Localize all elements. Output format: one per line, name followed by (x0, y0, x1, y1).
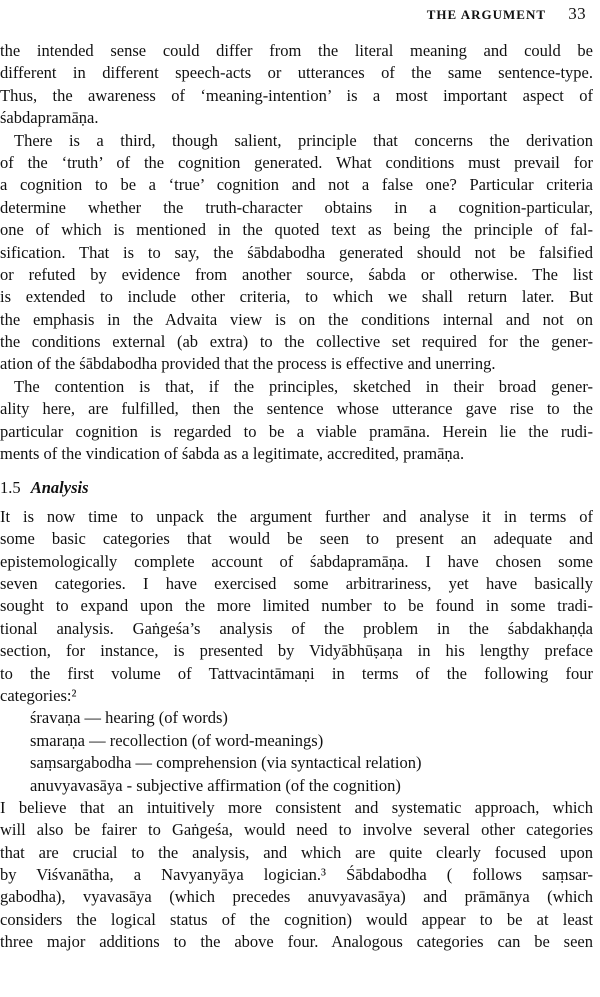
text-line: ation of the śābdabodha provided that the process is effective and unerring. (0, 354, 496, 374)
text-line: ality here, are fulfilled, then the sentence whose utterance gave rise to the (0, 399, 593, 419)
text-block-intro (0, 40, 593, 465)
text-line: categories:² (0, 685, 77, 705)
text-line: There is a third, though salient, principle that concerns the derivation (14, 130, 593, 150)
text-line: by Viśvanātha, a Navyanyāya logician.³ Śābdabodha ( follows saṃsar- (0, 865, 593, 885)
list-item: saṃsargabodha — comprehension (via syntactical relation) (30, 753, 422, 773)
text-line: is extended to include other criteria, to which we shall return later. But (0, 287, 593, 307)
text-line: particular cognition is regarded to be a viable pramāna. Herein lie the rudi- (0, 421, 593, 441)
running-head (427, 4, 586, 24)
text-line: one of which is mentioned in the quoted text as being the principle of fal- (0, 220, 593, 240)
list-item: anuvyavasāya - subjective affirmation (of the cognition) (30, 775, 401, 795)
text-line: the emphasis in the Advaita view is on the conditions internal and not on (0, 309, 593, 329)
text-line: determine whether the truth-character obtains in a cognition-particular, (0, 197, 593, 217)
list-item: śravaṇa — hearing (of words) (30, 708, 228, 728)
text-line: considers the logical status of the cognition) would appear to be at least (0, 909, 593, 929)
text-line: section, for instance, is presented by Vidyābhūṣaṇa in his lengthy preface (0, 641, 593, 661)
list-item: smaraṇa — recollection (of word-meanings) (30, 730, 324, 750)
text-line: will also be fairer to Gaṅgeśa, would need to involve several other categories (0, 820, 593, 840)
text-line: the intended sense could differ from the literal meaning and could be (0, 41, 593, 60)
section-number: 1.5 (0, 478, 21, 498)
text-line: tional analysis. Gaṅgeśa’s analysis of the problem in the śabdakhaṇḍa (0, 618, 593, 638)
page-number: 33 (568, 4, 586, 23)
section-heading (0, 477, 593, 499)
text-line: sification. That is to say, the śābdabodha generated should not be falsified (0, 242, 593, 262)
text-block-analysis (0, 506, 593, 954)
running-head-title: THE ARGUMENT (426, 7, 547, 22)
text-line: or refuted by evidence from another source, śabda or otherwise. The list (0, 264, 593, 284)
text-line: sought to expand upon the more limited number to be found in some tradi- (0, 596, 593, 616)
text-line: gabodha), vyavasāya (which precedes anuvyavasāya) and prāmānya (which (0, 887, 593, 907)
text-line: different in different speech-acts or utterances of the same sentence-type. (0, 63, 593, 83)
text-line: the conditions external (ab extra) to the collective set required for the gener- (0, 332, 593, 352)
section-title: Analysis (30, 478, 89, 498)
text-line: śabdapramāṇa. (0, 108, 99, 128)
text-line: epistemologically complete account of śabdapramāṇa. I have chosen some (0, 551, 593, 571)
text-line: three major additions to the above four. Analogous categories can be seen (0, 932, 593, 952)
page-body (0, 40, 593, 954)
text-line: Thus, the awareness of ‘meaning-intention’ is a most important aspect of (0, 85, 593, 105)
text-line: I believe that an intuitively more consistent and systematic approach, which (0, 797, 593, 817)
text-line: The contention is that, if the principles, sketched in their broad gener- (14, 376, 593, 396)
text-line: ments of the vindication of śabda as a legitimate, accredited, pramāṇa. (0, 444, 465, 464)
text-line: of the ‘truth’ of the cognition generated. What conditions must prevail for (0, 152, 593, 172)
text-line: a cognition to be a ‘true’ cognition and not a false one? Particular criteria (0, 175, 593, 195)
text-line: It is now time to unpack the argument further and analyse it in terms of (0, 506, 593, 526)
text-line: to the first volume of Tattvacintāmaṇi in terms of the following four (0, 663, 593, 683)
text-line: some basic categories that would be seen to present an adequate and (0, 529, 593, 549)
text-line: seven categories. I have exercised some arbitrariness, yet have basically (0, 573, 593, 593)
text-line: that are crucial to the analysis, and which are quite clearly focused upon (0, 842, 593, 862)
